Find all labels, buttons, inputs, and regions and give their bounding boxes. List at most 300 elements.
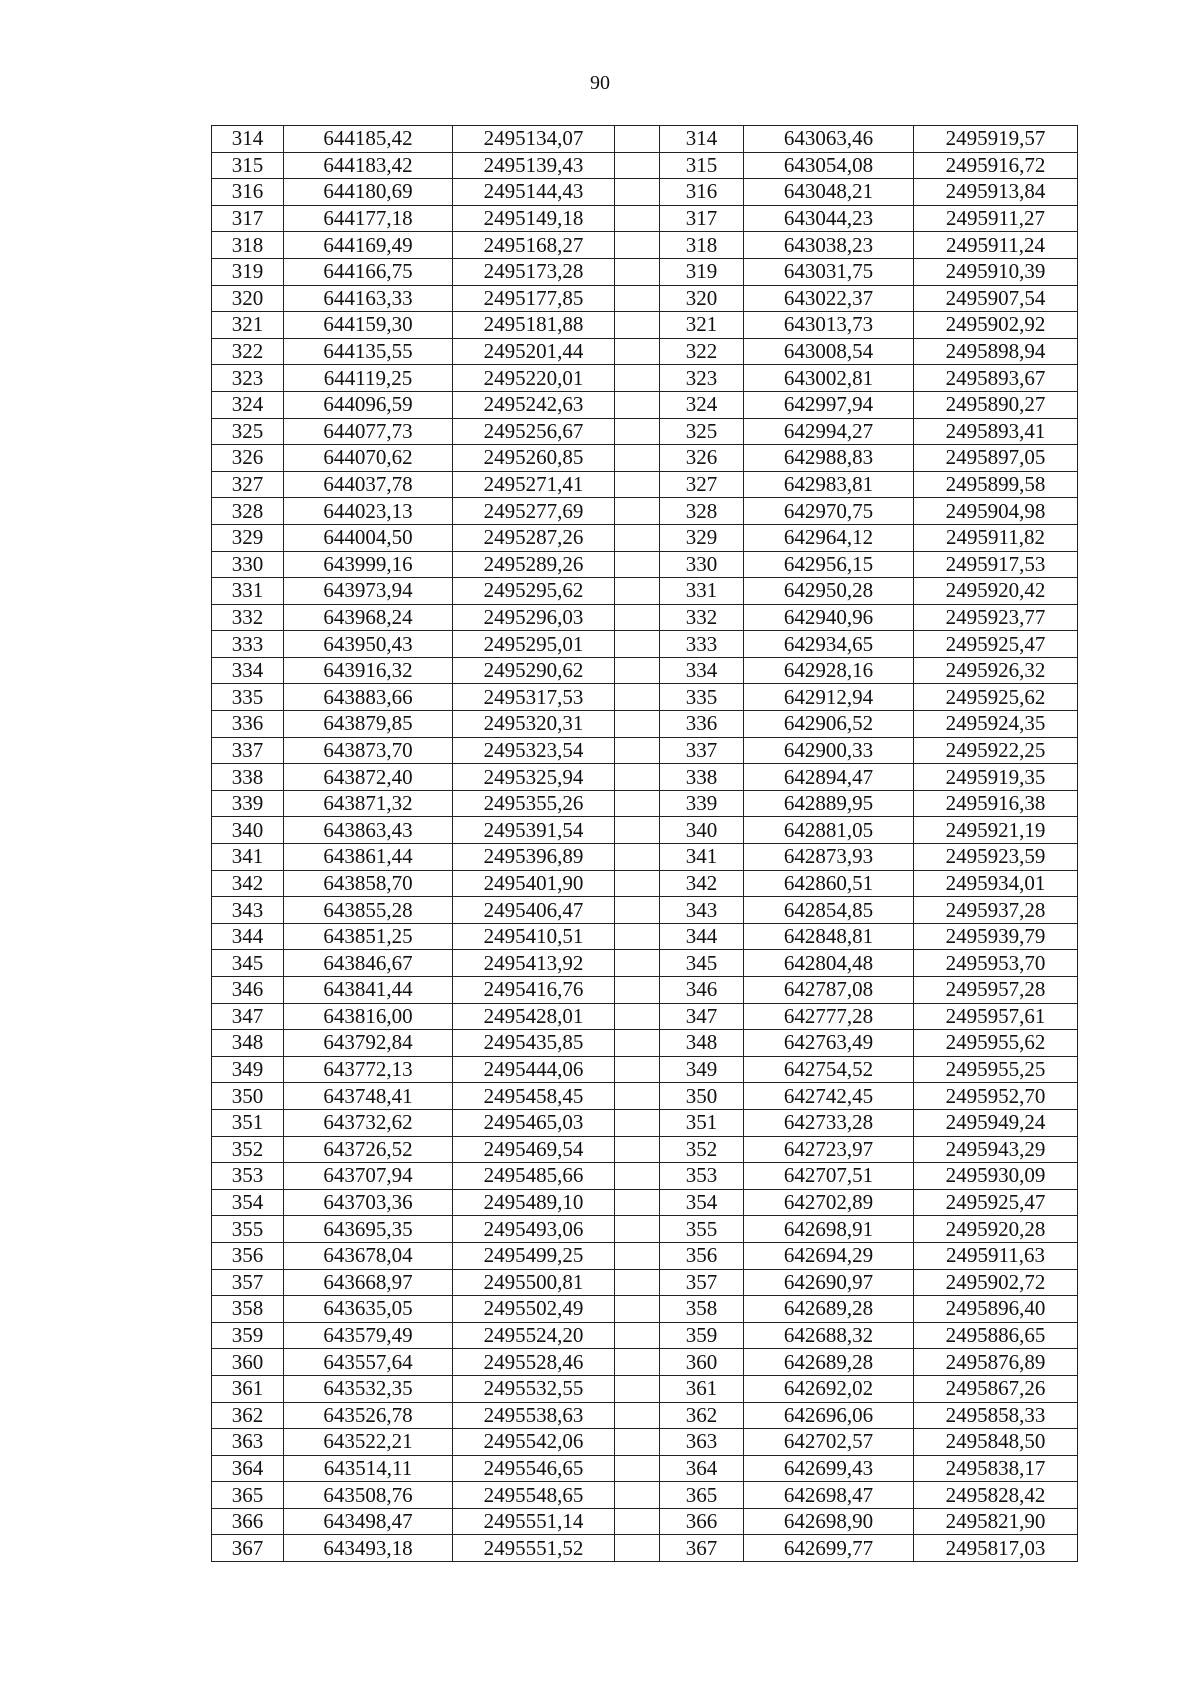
- coordinates-table: [211, 125, 1078, 1562]
- y-coordinate-left: 2495168,27: [453, 232, 615, 259]
- point-number-left: 358: [212, 1296, 284, 1323]
- x-coordinate-left: 643873,70: [284, 737, 453, 764]
- point-number-left: 341: [212, 844, 284, 871]
- y-coordinate-right: 2495952,70: [914, 1083, 1078, 1110]
- x-coordinate-left: 643526,78: [284, 1402, 453, 1429]
- y-coordinate-left: 2495173,28: [453, 258, 615, 285]
- point-number-left: 340: [212, 817, 284, 844]
- x-coordinate-right: 642689,28: [744, 1349, 914, 1376]
- y-coordinate-right: 2495876,89: [914, 1349, 1078, 1376]
- point-number-right: 355: [660, 1216, 744, 1243]
- spacer-cell: [615, 578, 660, 605]
- x-coordinate-left: 643522,21: [284, 1429, 453, 1456]
- x-coordinate-left: 644163,33: [284, 285, 453, 312]
- table-row: [212, 498, 1078, 525]
- x-coordinate-left: 644077,73: [284, 418, 453, 445]
- x-coordinate-right: 642698,47: [744, 1482, 914, 1509]
- y-coordinate-left: 2495149,18: [453, 205, 615, 232]
- point-number-right: 334: [660, 657, 744, 684]
- y-coordinate-left: 2495177,85: [453, 285, 615, 312]
- y-coordinate-right: 2495943,29: [914, 1136, 1078, 1163]
- table-row: [212, 1056, 1078, 1083]
- spacer-cell: [615, 1508, 660, 1535]
- y-coordinate-right: 2495925,47: [914, 1189, 1078, 1216]
- x-coordinate-left: 643748,41: [284, 1083, 453, 1110]
- x-coordinate-left: 643498,47: [284, 1508, 453, 1535]
- y-coordinate-left: 2495256,67: [453, 418, 615, 445]
- point-number-right: 333: [660, 631, 744, 658]
- table-row: [212, 1269, 1078, 1296]
- y-coordinate-right: 2495923,77: [914, 604, 1078, 631]
- x-coordinate-left: 644119,25: [284, 365, 453, 392]
- y-coordinate-left: 2495290,62: [453, 657, 615, 684]
- table-row: [212, 1349, 1078, 1376]
- point-number-left: 338: [212, 764, 284, 791]
- y-coordinate-left: 2495489,10: [453, 1189, 615, 1216]
- point-number-right: 329: [660, 524, 744, 551]
- y-coordinate-right: 2495902,92: [914, 312, 1078, 339]
- point-number-left: 362: [212, 1402, 284, 1429]
- table-row: [212, 711, 1078, 738]
- x-coordinate-left: 643668,97: [284, 1269, 453, 1296]
- y-coordinate-right: 2495896,40: [914, 1296, 1078, 1323]
- point-number-left: 322: [212, 338, 284, 365]
- table-row: [212, 1242, 1078, 1269]
- y-coordinate-right: 2495893,41: [914, 418, 1078, 445]
- spacer-cell: [615, 471, 660, 498]
- y-coordinate-left: 2495271,41: [453, 471, 615, 498]
- table-row: [212, 870, 1078, 897]
- table-row: [212, 1083, 1078, 1110]
- x-coordinate-right: 643008,54: [744, 338, 914, 365]
- y-coordinate-right: 2495913,84: [914, 179, 1078, 206]
- x-coordinate-right: 643022,37: [744, 285, 914, 312]
- point-number-left: 330: [212, 551, 284, 578]
- y-coordinate-left: 2495528,46: [453, 1349, 615, 1376]
- point-number-right: 327: [660, 471, 744, 498]
- y-coordinate-left: 2495532,55: [453, 1375, 615, 1402]
- y-coordinate-right: 2495828,42: [914, 1482, 1078, 1509]
- spacer-cell: [615, 1109, 660, 1136]
- point-number-left: 324: [212, 391, 284, 418]
- table-row: [212, 684, 1078, 711]
- point-number-right: 331: [660, 578, 744, 605]
- y-coordinate-left: 2495546,65: [453, 1455, 615, 1482]
- spacer-cell: [615, 1349, 660, 1376]
- x-coordinate-right: 642688,32: [744, 1322, 914, 1349]
- point-number-left: 326: [212, 445, 284, 472]
- x-coordinate-left: 643703,36: [284, 1189, 453, 1216]
- table-row: [212, 923, 1078, 950]
- table-row: [212, 737, 1078, 764]
- point-number-left: 360: [212, 1349, 284, 1376]
- point-number-left: 336: [212, 711, 284, 738]
- x-coordinate-left: 643557,64: [284, 1349, 453, 1376]
- x-coordinate-left: 643816,00: [284, 1003, 453, 1030]
- y-coordinate-right: 2495920,42: [914, 578, 1078, 605]
- spacer-cell: [615, 817, 660, 844]
- y-coordinate-left: 2495401,90: [453, 870, 615, 897]
- y-coordinate-right: 2495923,59: [914, 844, 1078, 871]
- x-coordinate-right: 642787,08: [744, 977, 914, 1004]
- y-coordinate-right: 2495858,33: [914, 1402, 1078, 1429]
- spacer-cell: [615, 152, 660, 179]
- y-coordinate-left: 2495406,47: [453, 897, 615, 924]
- point-number-left: 344: [212, 923, 284, 950]
- table-row: [212, 365, 1078, 392]
- table-row: [212, 631, 1078, 658]
- table-row: [212, 1375, 1078, 1402]
- point-number-right: 356: [660, 1242, 744, 1269]
- y-coordinate-right: 2495904,98: [914, 498, 1078, 525]
- point-number-right: 318: [660, 232, 744, 259]
- point-number-left: 354: [212, 1189, 284, 1216]
- spacer-cell: [615, 285, 660, 312]
- y-coordinate-right: 2495919,57: [914, 126, 1078, 153]
- point-number-left: 327: [212, 471, 284, 498]
- point-number-right: 314: [660, 126, 744, 153]
- spacer-cell: [615, 126, 660, 153]
- table-row: [212, 950, 1078, 977]
- y-coordinate-right: 2495957,28: [914, 977, 1078, 1004]
- table-row: [212, 1535, 1078, 1562]
- y-coordinate-right: 2495821,90: [914, 1508, 1078, 1535]
- point-number-left: 363: [212, 1429, 284, 1456]
- point-number-left: 347: [212, 1003, 284, 1030]
- table-row: [212, 232, 1078, 259]
- x-coordinate-left: 644180,69: [284, 179, 453, 206]
- spacer-cell: [615, 764, 660, 791]
- table-row: [212, 1003, 1078, 1030]
- point-number-right: 328: [660, 498, 744, 525]
- point-number-left: 356: [212, 1242, 284, 1269]
- x-coordinate-right: 642699,77: [744, 1535, 914, 1562]
- spacer-cell: [615, 684, 660, 711]
- x-coordinate-right: 642698,90: [744, 1508, 914, 1535]
- table-row: [212, 1163, 1078, 1190]
- spacer-cell: [615, 977, 660, 1004]
- y-coordinate-right: 2495934,01: [914, 870, 1078, 897]
- point-number-right: 332: [660, 604, 744, 631]
- y-coordinate-left: 2495181,88: [453, 312, 615, 339]
- spacer-cell: [615, 391, 660, 418]
- spacer-cell: [615, 844, 660, 871]
- spacer-cell: [615, 631, 660, 658]
- spacer-cell: [615, 365, 660, 392]
- x-coordinate-right: 642956,15: [744, 551, 914, 578]
- x-coordinate-right: 642707,51: [744, 1163, 914, 1190]
- point-number-left: 315: [212, 152, 284, 179]
- x-coordinate-right: 643063,46: [744, 126, 914, 153]
- table-row: [212, 524, 1078, 551]
- x-coordinate-right: 642694,29: [744, 1242, 914, 1269]
- spacer-cell: [615, 1535, 660, 1562]
- table-row: [212, 338, 1078, 365]
- point-number-right: 346: [660, 977, 744, 1004]
- y-coordinate-left: 2495260,85: [453, 445, 615, 472]
- y-coordinate-right: 2495911,82: [914, 524, 1078, 551]
- x-coordinate-left: 643732,62: [284, 1109, 453, 1136]
- y-coordinate-right: 2495838,17: [914, 1455, 1078, 1482]
- x-coordinate-left: 643855,28: [284, 897, 453, 924]
- y-coordinate-right: 2495899,58: [914, 471, 1078, 498]
- point-number-left: 331: [212, 578, 284, 605]
- x-coordinate-left: 643792,84: [284, 1030, 453, 1057]
- point-number-right: 367: [660, 1535, 744, 1562]
- y-coordinate-right: 2495898,94: [914, 338, 1078, 365]
- point-number-right: 322: [660, 338, 744, 365]
- x-coordinate-right: 642692,02: [744, 1375, 914, 1402]
- point-number-right: 350: [660, 1083, 744, 1110]
- x-coordinate-left: 643841,44: [284, 977, 453, 1004]
- table-row: [212, 418, 1078, 445]
- y-coordinate-right: 2495949,24: [914, 1109, 1078, 1136]
- table-row: [212, 604, 1078, 631]
- x-coordinate-left: 643999,16: [284, 551, 453, 578]
- y-coordinate-left: 2495524,20: [453, 1322, 615, 1349]
- table-row: [212, 1508, 1078, 1535]
- spacer-cell: [615, 1375, 660, 1402]
- y-coordinate-right: 2495911,24: [914, 232, 1078, 259]
- point-number-left: 332: [212, 604, 284, 631]
- point-number-left: 353: [212, 1163, 284, 1190]
- x-coordinate-left: 643532,35: [284, 1375, 453, 1402]
- spacer-cell: [615, 1003, 660, 1030]
- x-coordinate-left: 643863,43: [284, 817, 453, 844]
- x-coordinate-right: 642988,83: [744, 445, 914, 472]
- table-row: [212, 764, 1078, 791]
- x-coordinate-right: 642983,81: [744, 471, 914, 498]
- y-coordinate-left: 2495458,45: [453, 1083, 615, 1110]
- point-number-left: 345: [212, 950, 284, 977]
- y-coordinate-left: 2495548,65: [453, 1482, 615, 1509]
- y-coordinate-right: 2495902,72: [914, 1269, 1078, 1296]
- x-coordinate-right: 642696,06: [744, 1402, 914, 1429]
- x-coordinate-right: 642848,81: [744, 923, 914, 950]
- y-coordinate-right: 2495867,26: [914, 1375, 1078, 1402]
- x-coordinate-right: 642763,49: [744, 1030, 914, 1057]
- x-coordinate-right: 642699,43: [744, 1455, 914, 1482]
- point-number-left: 359: [212, 1322, 284, 1349]
- table-row: [212, 1482, 1078, 1509]
- spacer-cell: [615, 1216, 660, 1243]
- x-coordinate-left: 643851,25: [284, 923, 453, 950]
- y-coordinate-right: 2495911,27: [914, 205, 1078, 232]
- x-coordinate-right: 642690,97: [744, 1269, 914, 1296]
- spacer-cell: [615, 950, 660, 977]
- point-number-right: 347: [660, 1003, 744, 1030]
- point-number-right: 317: [660, 205, 744, 232]
- y-coordinate-left: 2495538,63: [453, 1402, 615, 1429]
- y-coordinate-left: 2495242,63: [453, 391, 615, 418]
- point-number-left: 346: [212, 977, 284, 1004]
- y-coordinate-left: 2495277,69: [453, 498, 615, 525]
- y-coordinate-right: 2495925,62: [914, 684, 1078, 711]
- table-row: [212, 445, 1078, 472]
- y-coordinate-left: 2495416,76: [453, 977, 615, 1004]
- spacer-cell: [615, 179, 660, 206]
- table-row: [212, 1296, 1078, 1323]
- point-number-right: 316: [660, 179, 744, 206]
- x-coordinate-left: 643493,18: [284, 1535, 453, 1562]
- point-number-left: 351: [212, 1109, 284, 1136]
- table-row: [212, 391, 1078, 418]
- point-number-right: 354: [660, 1189, 744, 1216]
- table-row: [212, 1455, 1078, 1482]
- x-coordinate-right: 642723,97: [744, 1136, 914, 1163]
- spacer-cell: [615, 711, 660, 738]
- y-coordinate-left: 2495355,26: [453, 790, 615, 817]
- table-row: [212, 312, 1078, 339]
- spacer-cell: [615, 1455, 660, 1482]
- table-row: [212, 285, 1078, 312]
- x-coordinate-right: 642964,12: [744, 524, 914, 551]
- x-coordinate-right: 642702,89: [744, 1189, 914, 1216]
- spacer-cell: [615, 1136, 660, 1163]
- point-number-left: 337: [212, 737, 284, 764]
- point-number-left: 314: [212, 126, 284, 153]
- table-row: [212, 126, 1078, 153]
- y-coordinate-left: 2495323,54: [453, 737, 615, 764]
- y-coordinate-right: 2495924,35: [914, 711, 1078, 738]
- point-number-right: 361: [660, 1375, 744, 1402]
- point-number-left: 349: [212, 1056, 284, 1083]
- point-number-left: 357: [212, 1269, 284, 1296]
- y-coordinate-right: 2495910,39: [914, 258, 1078, 285]
- y-coordinate-left: 2495435,85: [453, 1030, 615, 1057]
- coordinates-table-body: [212, 126, 1078, 1562]
- point-number-left: 339: [212, 790, 284, 817]
- y-coordinate-left: 2495139,43: [453, 152, 615, 179]
- x-coordinate-left: 644159,30: [284, 312, 453, 339]
- point-number-right: 359: [660, 1322, 744, 1349]
- point-number-right: 338: [660, 764, 744, 791]
- table-row: [212, 179, 1078, 206]
- x-coordinate-left: 643879,85: [284, 711, 453, 738]
- y-coordinate-left: 2495428,01: [453, 1003, 615, 1030]
- x-coordinate-left: 644096,59: [284, 391, 453, 418]
- point-number-left: 343: [212, 897, 284, 924]
- y-coordinate-right: 2495925,47: [914, 631, 1078, 658]
- x-coordinate-left: 643514,11: [284, 1455, 453, 1482]
- x-coordinate-right: 642860,51: [744, 870, 914, 897]
- point-number-right: 345: [660, 950, 744, 977]
- y-coordinate-right: 2495890,27: [914, 391, 1078, 418]
- x-coordinate-left: 643772,13: [284, 1056, 453, 1083]
- y-coordinate-left: 2495320,31: [453, 711, 615, 738]
- point-number-left: 325: [212, 418, 284, 445]
- point-number-left: 366: [212, 1508, 284, 1535]
- x-coordinate-left: 643916,32: [284, 657, 453, 684]
- y-coordinate-left: 2495295,62: [453, 578, 615, 605]
- x-coordinate-right: 642733,28: [744, 1109, 914, 1136]
- spacer-cell: [615, 1242, 660, 1269]
- y-coordinate-left: 2495444,06: [453, 1056, 615, 1083]
- table-row: [212, 977, 1078, 1004]
- table-row: [212, 790, 1078, 817]
- y-coordinate-left: 2495296,03: [453, 604, 615, 631]
- table-row: [212, 844, 1078, 871]
- x-coordinate-right: 642994,27: [744, 418, 914, 445]
- spacer-cell: [615, 737, 660, 764]
- y-coordinate-left: 2495295,01: [453, 631, 615, 658]
- point-number-right: 340: [660, 817, 744, 844]
- y-coordinate-right: 2495955,25: [914, 1056, 1078, 1083]
- spacer-cell: [615, 1083, 660, 1110]
- spacer-cell: [615, 524, 660, 551]
- y-coordinate-right: 2495917,53: [914, 551, 1078, 578]
- point-number-right: 315: [660, 152, 744, 179]
- x-coordinate-right: 642754,52: [744, 1056, 914, 1083]
- x-coordinate-left: 643707,94: [284, 1163, 453, 1190]
- y-coordinate-left: 2495396,89: [453, 844, 615, 871]
- y-coordinate-right: 2495893,67: [914, 365, 1078, 392]
- point-number-left: 365: [212, 1482, 284, 1509]
- spacer-cell: [615, 870, 660, 897]
- y-coordinate-left: 2495325,94: [453, 764, 615, 791]
- point-number-left: 361: [212, 1375, 284, 1402]
- x-coordinate-right: 643013,73: [744, 312, 914, 339]
- point-number-right: 323: [660, 365, 744, 392]
- point-number-left: 367: [212, 1535, 284, 1562]
- y-coordinate-left: 2495542,06: [453, 1429, 615, 1456]
- x-coordinate-left: 643579,49: [284, 1322, 453, 1349]
- table-row: [212, 1322, 1078, 1349]
- x-coordinate-left: 643872,40: [284, 764, 453, 791]
- table-row: [212, 817, 1078, 844]
- x-coordinate-left: 643846,67: [284, 950, 453, 977]
- x-coordinate-right: 642940,96: [744, 604, 914, 631]
- y-coordinate-left: 2495469,54: [453, 1136, 615, 1163]
- table-row: [212, 657, 1078, 684]
- spacer-cell: [615, 338, 660, 365]
- point-number-right: 363: [660, 1429, 744, 1456]
- y-coordinate-right: 2495817,03: [914, 1535, 1078, 1562]
- x-coordinate-left: 644070,62: [284, 445, 453, 472]
- x-coordinate-right: 642689,28: [744, 1296, 914, 1323]
- y-coordinate-right: 2495953,70: [914, 950, 1078, 977]
- point-number-left: 355: [212, 1216, 284, 1243]
- point-number-right: 342: [660, 870, 744, 897]
- y-coordinate-left: 2495287,26: [453, 524, 615, 551]
- point-number-right: 326: [660, 445, 744, 472]
- point-number-right: 336: [660, 711, 744, 738]
- x-coordinate-left: 644177,18: [284, 205, 453, 232]
- y-coordinate-right: 2495919,35: [914, 764, 1078, 791]
- table-row: [212, 1030, 1078, 1057]
- x-coordinate-right: 642906,52: [744, 711, 914, 738]
- x-coordinate-right: 643031,75: [744, 258, 914, 285]
- table-row: [212, 205, 1078, 232]
- spacer-cell: [615, 232, 660, 259]
- spacer-cell: [615, 551, 660, 578]
- x-coordinate-right: 642928,16: [744, 657, 914, 684]
- x-coordinate-left: 644166,75: [284, 258, 453, 285]
- x-coordinate-right: 642702,57: [744, 1429, 914, 1456]
- spacer-cell: [615, 205, 660, 232]
- spacer-cell: [615, 923, 660, 950]
- y-coordinate-left: 2495220,01: [453, 365, 615, 392]
- point-number-right: 344: [660, 923, 744, 950]
- spacer-cell: [615, 657, 660, 684]
- y-coordinate-right: 2495886,65: [914, 1322, 1078, 1349]
- x-coordinate-right: 642777,28: [744, 1003, 914, 1030]
- y-coordinate-right: 2495911,63: [914, 1242, 1078, 1269]
- point-number-left: 328: [212, 498, 284, 525]
- spacer-cell: [615, 604, 660, 631]
- y-coordinate-right: 2495920,28: [914, 1216, 1078, 1243]
- y-coordinate-right: 2495921,19: [914, 817, 1078, 844]
